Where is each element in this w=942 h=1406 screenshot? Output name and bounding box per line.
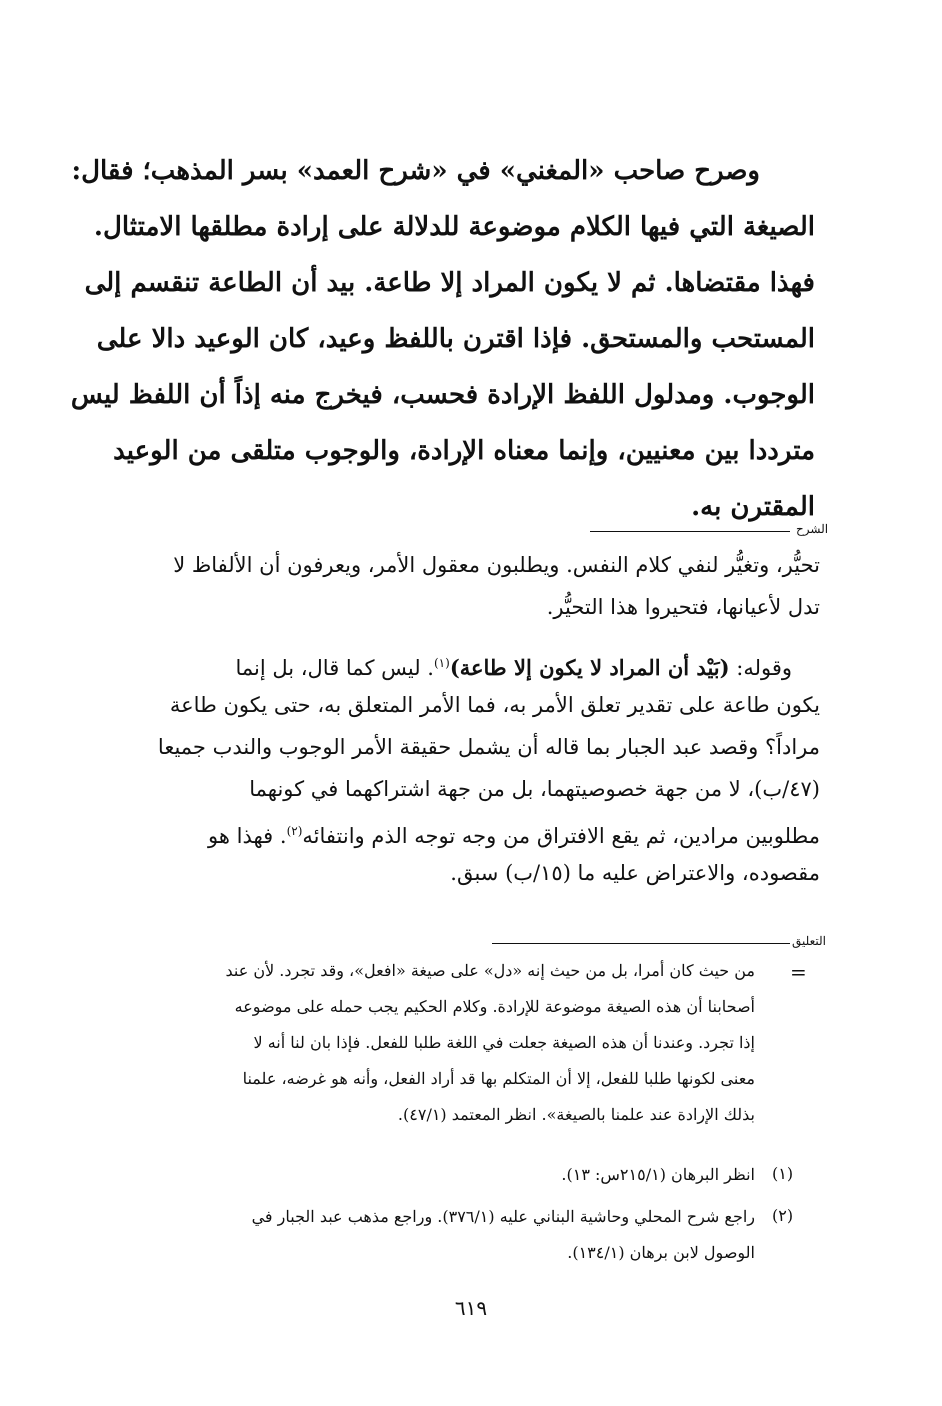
note-line: معنى لكونها طلبا للفعل، إلا أن المتكلم بها قد أراد الفعل، وأنه هو غرضه، علمنا [242,1069,755,1088]
footnote-line: الوصول لابن برهان (١٣٤/١). [567,1243,755,1262]
main-line: الوجوب. ومدلول اللفظ الإرادة فحسب، فيخرج منه إذاً أن اللفظ ليس [70,380,815,410]
taaliq-label: التعليق [792,934,827,948]
commentary-paragraph-2 [100,643,820,895]
commentary-line: يكون طاعة على تقدير تعلق الأمر به، فما الأمر المتعلق به، حتى يكون طاعة [169,693,820,717]
commentary-line: (٤٧/ب)، لا من جهة خصوصيتهما، بل من جهة اشتراكهما في كونهما [249,777,820,801]
main-line: الصيغة التي فيها الكلام موضوعة للدلالة على إرادة مطلقها الامتثال. [93,212,815,242]
main-line: مترددا بين معنيين، وإنما معناه الإرادة، والوجوب متلقى من الوعيد [113,436,815,466]
note-line: إذا تجرد. وعندنا أن هذه الصيغة جعلت في اللغة طلبا للفعل. فإذا بان لنا أنه لا [253,1033,755,1052]
notes-continuation [95,954,755,1134]
quoted-matn: (بَيْد أن المراد لا يكون إلا طاعة) [449,655,730,680]
commentary-intro: وقوله: [729,656,792,680]
commentary-text: . فهذا هو [208,824,287,848]
sharh-label: الشرح [796,522,829,536]
footnote-line: راجع شرح المحلي وحاشية البناني عليه (٣٧٦/١). وراجع مذهب عبد الجبار في [251,1207,755,1226]
main-text [70,146,815,538]
commentary-paragraph-1 [100,545,820,629]
taaliq-separator [492,943,790,944]
commentary-line: مقصوده، والاعتراض عليه ما (١٥/ب) سبق. [450,861,820,885]
page-number: ٦١٩ [454,1296,488,1320]
footnote-2 [95,1200,755,1272]
footnote-ref: (٢) [286,824,303,838]
note-line: أصحابنا أن هذه الصيغة موضوعة للإرادة. وكلام الحكيم يجب حمله على موضوعه [234,997,755,1016]
commentary-line: تدل لأعيانها، فتحيروا هذا التحيُّر. [546,595,820,619]
main-line: المقترن به. [691,492,815,522]
footnote-1 [95,1158,755,1194]
footnote-number: (١) [772,1164,794,1183]
commentary-line: مراداً؟ وقصد عبد الجبار بما قاله أن يشمل حقيقة الأمر الوجوب والندب جميعا [157,735,820,759]
footnote-number: (٢) [772,1206,794,1225]
commentary-text: مطلوبين مرادين، ثم يقع الافتراق من وجه توجه الذم وانتفائه [302,824,820,848]
continuation-mark: = [790,960,807,984]
commentary-line [100,811,820,853]
footnote-line: انظر البرهان (٢١٥/١س: ١٣). [561,1165,755,1184]
main-line: وصرح صاحب «المغني» في «شرح العمد» بسر المذهب؛ فقال: [71,156,760,186]
note-line: بذلك الإرادة عند علمنا بالصيغة». انظر المعتمد (٤٧/١). [397,1105,755,1124]
sharh-separator [590,531,790,532]
commentary-line: تحيُّر، وتغيُّر لنفي كلام النفس. ويطلبون معقول الأمر، ويعرفون أن الألفاظ لا [173,553,820,577]
note-line: من حيث كان أمرا، بل من حيث إنه «دل» على صيغة «افعل»، وقد تجرد. لأن عند [225,961,755,980]
main-line: المستحب والمستحق. فإذا اقترن باللفظ وعيد، كان الوعيد دالا على [96,324,815,354]
main-line: فهذا مقتضاها. ثم لا يكون المراد إلا طاعة. بيد أن الطاعة تنقسم إلى [84,268,815,298]
footnote-ref: (١) [433,656,450,670]
commentary-line [100,643,820,685]
commentary-text: . ليس كما قال، بل إنما [235,656,434,680]
